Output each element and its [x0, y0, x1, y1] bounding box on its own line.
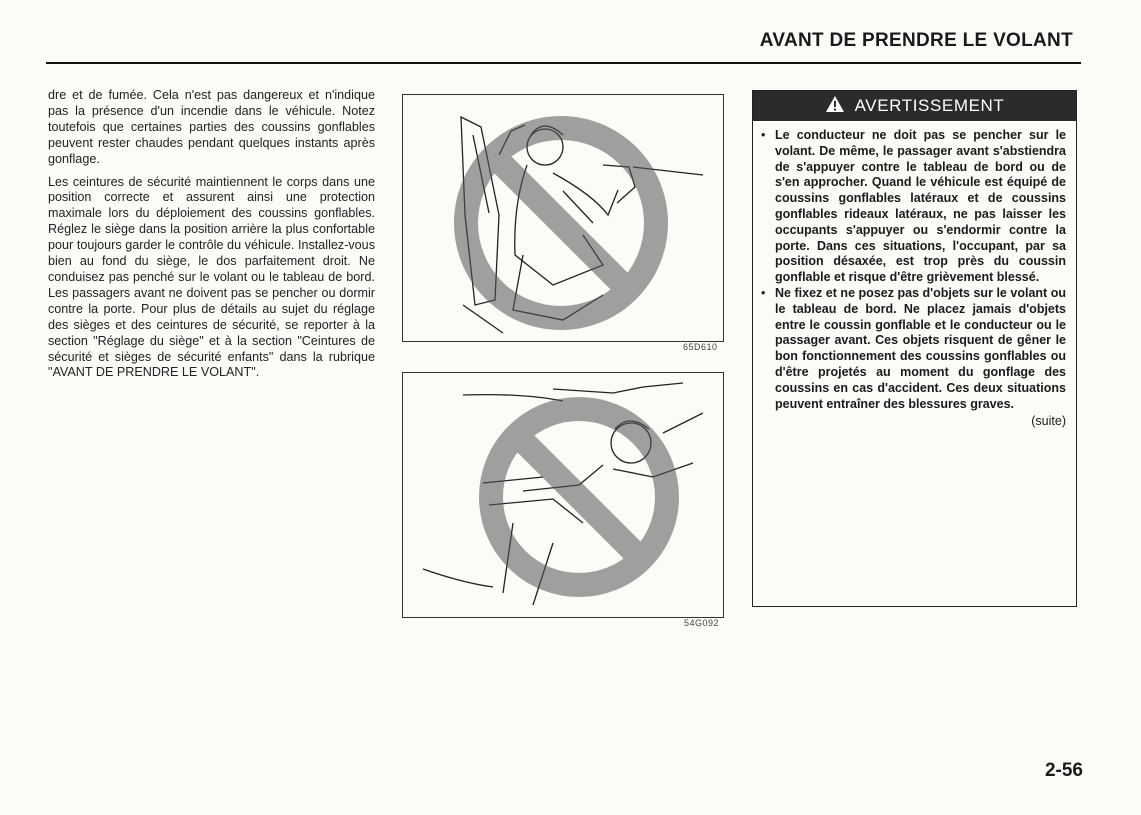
warning-header [753, 91, 1076, 121]
warning-item-text: Le conducteur ne doit pas se pencher sur le volant. De même, le passager avant s'abstiendra de s'appuyer contre le tableau de bord ou de s'en approcher. Quand le véhicule est équipé de coussins gonflables latéraux et de coussins gonflables rideaux latéraux, ne pas laisser les occupants s'appuyer ou s'endormir contre la porte. Dans ces situations, l'occupant, par sa position désaxée, est trop près du coussin gonflable et risque d'être grièvement blessé. [775, 128, 1066, 285]
bullet: • [761, 128, 766, 142]
warning-item [761, 286, 1066, 412]
continued-label: (suite) [1031, 414, 1066, 429]
header-rule [46, 62, 1081, 64]
warning-item [761, 128, 1066, 286]
no-leaning-over-steering-wheel-illustration [403, 373, 723, 617]
body-paragraph: dre et de fumée. Cela n'est pas dangereux et n'indique pas la présence d'un incendie dans le véhicule. Notez toutefois que certaines parties des coussins gonflables peuvent rester chaudes pendant quelques instants après gonflage. [48, 88, 375, 166]
figure-code: 54G092 [684, 618, 720, 628]
warning-triangle-icon [825, 95, 845, 118]
warning-body [753, 121, 1076, 430]
figure-no-leaning-door [402, 94, 724, 342]
figure-code: 65D610 [683, 342, 718, 352]
page-header-title: AVANT DE PRENDRE LE VOLANT [759, 30, 1073, 51]
page-number: 2-56 [1044, 760, 1083, 781]
warning-item-text: Ne fixez et ne posez pas d'objets sur le volant ou le tableau de bord. Ne placez jamais d'objets entre le coussin gonflable et le conducteur ou le passager avant. Ces objets risquent de gêner le bon fonctionnement des coussins gonflables ou d'être projetés au moment du gonflage des coussins en cas d'accident. Ces deux situations peuvent entraîner des blessures graves. [775, 285, 1066, 411]
warning-title: AVERTISSEMENT [854, 96, 1005, 115]
no-leaning-against-door-illustration [403, 95, 723, 341]
warning-box [752, 90, 1077, 607]
body-paragraph: Les ceintures de sécurité maintiennent le corps dans une position correcte et assurent ainsi une protection maximale lors du déploiement des coussins gonflables. Réglez le siège dans la position arrière la plus confortable pour toujours garder le contrôle du véhicule. Installez-vous bien au fond du siège, le dos parfaitement droit. Ne conduisez pas penché sur le volant ou le tableau de bord. Les passagers avant ne doivent pas se pencher ou dormir contre la porte. Pour plus de détails au sujet du réglage des sièges et des ceintures de sécurité, se reporter à la section "Réglage du siège" et à la section "Ceintures de sécurité et sièges de sécurité enfants" dans la rubrique "AVANT DE PRENDRE LE VOLANT". [48, 174, 375, 380]
bullet: • [761, 285, 766, 300]
body-text-column [48, 88, 375, 388]
figure-no-leaning-wheel [402, 372, 724, 618]
